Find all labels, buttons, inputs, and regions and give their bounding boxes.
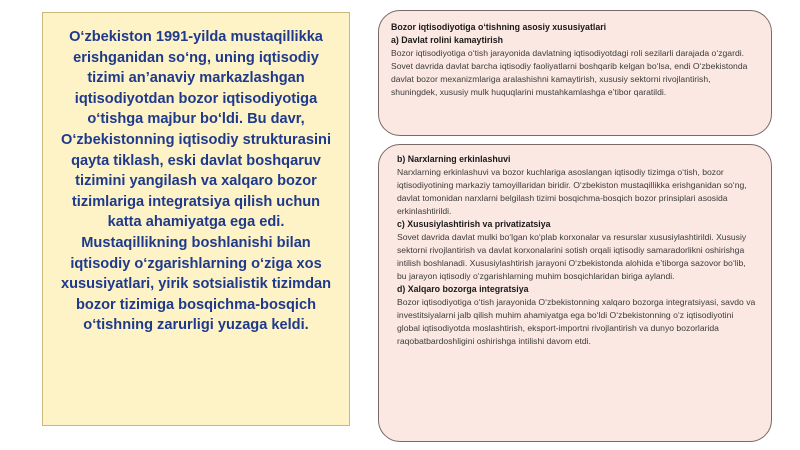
section-b-text: Narxlarning erkinlashuvi va bozor kuchlariga asoslangan iqtisodiy tizimga o‘tish, bozor iqtisodiyotining markaziy tamoyillaridan biridir. O‘zbekiston mustaqillikka erishganidan so‘ng, davlat tomonidan narxlarni belgilash tizimi bosqichma-bosqich bozor prinsiplari asosida erkinlashtirildi.: [397, 167, 747, 216]
section-a-heading: a) Davlat rolini kamaytirish: [391, 35, 503, 45]
section-b-heading: b) Narxlarning erkinlashuvi: [397, 154, 511, 164]
section-d-text: Bozor iqtisodiyotiga o‘tish jarayonida O‘zbekistonning xalqaro bozorga integratsiyasi, savdo va investitsiyalarni jalb qilish muhim ahamiyatga ega bo‘ldi O‘zbekistonning o‘z iqtisodiyotini global iqtisodiyotda moslashtirish, eksport-importni rivojlantirish va dunyo bozorlarida raqobatbardoshligini oshirishga intilishi davom etdi.: [397, 297, 756, 346]
details-card: [378, 144, 772, 442]
section-d-heading: d) Xalqaro bozorga integratsiya: [397, 284, 529, 294]
intro-text: O‘zbekiston 1991-yilda mustaqillikka erishganidan so‘ng, uning iqtisodiy tizimi an’anaviy markazlashgan iqtisodiyotdan bozor iqtisodiyotiga o‘tishga majbur bo‘ldi. Bu davr, O‘zbekistonning iqtisodiy strukturasini qayta tiklash, eski davlat boshqaruv tizimini yangilash va xalqaro bozor tizimlariga integratsiya qilish uchun katta ahamiyatga ega edi. Mustaqillikning boshlanishi bilan iqtisodiy o‘zgarishlarning o‘ziga xos xususiyatlari, yirik sotsialistik tizimdan bozor tizimiga bosqichma-bosqich o‘tishning zarurligi yuzaga keldi.: [60, 29, 332, 334]
section-c-heading: c) Xususiylashtirish va privatizatsiya: [397, 219, 551, 229]
intro-panel: [42, 12, 350, 426]
section-c-text: Sovet davrida davlat mulki bo‘lgan ko‘plab korxonalar va resurslar xususiylashtirildi. Xususiy sektorni rivojlantirish va davlat korxonalarini sotish orqali iqtisodiy samaradorlikni oshirishga intilish boshlanadi. Xususiylashtirish jarayoni O‘zbekistonda alohida e’tiborga sazovor bo‘lib, bu jarayon iqtisodiy o‘zgarishlarning muhim bosqichlaridan biriga aylandi.: [397, 232, 747, 281]
features-title: Bozor iqtisodiyotiga o‘tishning asosiy xususiyatlari: [391, 22, 607, 32]
section-a-text: Bozor iqtisodiyotiga o‘tish jarayonida davlatning iqtisodiyotdagi roli sezilarli darajada o‘zgardi. Sovet davrida davlat barcha iqtisodiy faoliyatlarni boshqarib kelgan bo‘lsa, endi O‘zbekistonda davlat bozor mexanizmlariga aralashishni kamaytirish, xususiy sektorni rivojlantirish, shuningdek, xususiy mulk huquqlarini mustahkamlashga e’tibor qaratildi.: [391, 48, 748, 97]
features-card: [378, 10, 772, 136]
